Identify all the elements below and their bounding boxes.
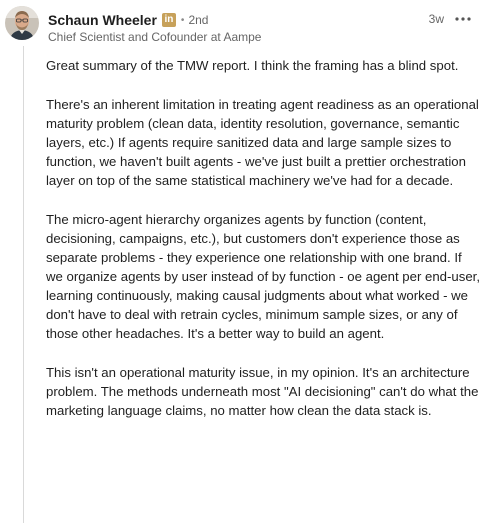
timestamp: 3w bbox=[428, 12, 444, 26]
comment-paragraph-3: The micro-agent hierarchy organizes agents by function (content, decisioning, campaigns, etc.), but customers don't experience those as separate problems - they experience one relationship with one brand. If we organize agents by user instead of by function - oe agent per end-user, learning continuously, making causal judgments about what worked - we don't have to deal with retrain cycles, minimum sample sizes, or any of those other headaches. It's a better way to build an agent. bbox=[46, 212, 480, 341]
linkedin-premium-icon: in bbox=[162, 13, 176, 27]
author-headline: Chief Scientist and Cofounder at Aampe bbox=[48, 30, 262, 44]
author-name[interactable]: Schaun Wheeler bbox=[48, 12, 157, 28]
comment-paragraph-1: Great summary of the TMW report. I think the framing has a blind spot. bbox=[46, 58, 459, 73]
comment-paragraph-2: There's an inherent limitation in treating agent readiness as an operational maturity problem (clean data, identity resolution, governance, semantic layers, etc.) If agents require sanitized data and large sample sizes to function, we haven't built agents - we've just built a prettier orchestration layer on top of the same statistical machinery we've had for a decade. bbox=[46, 97, 479, 188]
avatar[interactable] bbox=[5, 6, 39, 40]
connection-degree: 2nd bbox=[188, 13, 209, 27]
name-row bbox=[48, 11, 208, 29]
thread-line bbox=[23, 46, 24, 523]
more-options-button[interactable] bbox=[452, 10, 474, 28]
comment-header bbox=[48, 8, 480, 46]
comment-paragraph-4: This isn't an operational maturity issue, in my opinion. It's an architecture problem. The methods underneath most "AI decisioning" can't do what the marketing language claims, no matter how clean the data stack is. bbox=[46, 365, 479, 418]
avatar-image bbox=[5, 6, 39, 40]
more-horizontal-icon bbox=[455, 17, 471, 21]
comment-body bbox=[46, 56, 482, 440]
separator-dot: • bbox=[180, 14, 185, 26]
